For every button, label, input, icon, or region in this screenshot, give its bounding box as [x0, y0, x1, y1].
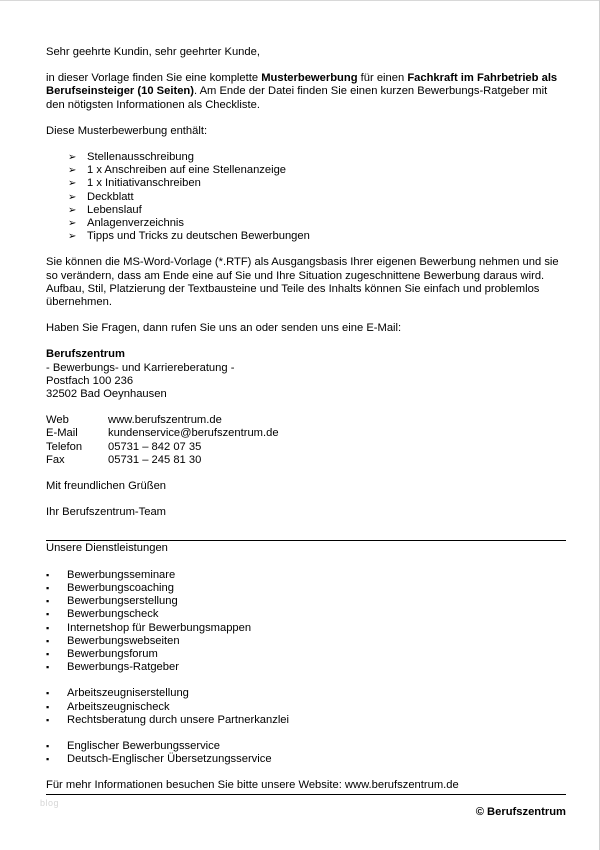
- arrow-bullet-icon: ➢: [68, 178, 77, 190]
- square-bullet-icon: ▪: [46, 740, 50, 751]
- square-bullet-icon: ▪: [46, 596, 50, 607]
- intro-bold-1: Musterbewerbung: [261, 72, 358, 85]
- services-list-english: [46, 740, 566, 766]
- square-bullet-icon: ▪: [46, 582, 50, 593]
- website-link[interactable]: www.berufszentrum.de: [108, 414, 222, 427]
- copyright: © Berufszentrum: [475, 805, 566, 818]
- list-item-label: 1 x Initiativanschreiben: [87, 177, 201, 190]
- services-list-certificates: [46, 687, 566, 727]
- contact-label: Fax: [46, 453, 65, 466]
- list-item: [46, 687, 566, 700]
- intro-text-1: in dieser Vorlage finden Sie eine komplette: [46, 72, 262, 85]
- contact-row-web: [46, 414, 566, 427]
- square-bullet-icon: ▪: [46, 635, 50, 646]
- contact-label: Web: [46, 414, 69, 427]
- service-label: Arbeitszeugnischeck: [67, 700, 170, 713]
- service-label: Bewerbungscoaching: [67, 581, 174, 594]
- arrow-bullet-icon: ➢: [68, 231, 77, 243]
- more-info-line: Für mehr Informationen besuchen Sie bitte unsere Website: www.berufszentrum.de: [46, 779, 459, 792]
- company-name: Berufszentrum: [46, 348, 125, 361]
- list-item: [46, 661, 566, 674]
- greeting: Sehr geehrte Kundin, sehr geehrter Kunde,: [46, 46, 260, 58]
- intro-paragraph: [46, 72, 566, 112]
- service-label: Rechtsberatung durch unsere Partnerkanzlei: [67, 713, 290, 726]
- list-item: [46, 582, 566, 595]
- service-label: Bewerbungsseminare: [67, 568, 176, 581]
- email-link[interactable]: kundenservice@berufszentrum.de: [108, 427, 279, 440]
- list-item-label: 1 x Anschreiben auf eine Stellenanzeige: [87, 164, 287, 177]
- section-divider: [46, 540, 566, 541]
- list-item: [46, 635, 566, 648]
- square-bullet-icon: ▪: [46, 648, 50, 659]
- square-bullet-icon: ▪: [46, 622, 50, 633]
- list-item: [46, 701, 566, 714]
- list-item-label: Deckblatt: [87, 190, 134, 203]
- arrow-bullet-icon: ➢: [68, 165, 77, 177]
- company-tagline: - Bewerbungs- und Karriereberatung -: [46, 361, 235, 374]
- company-city: 32502 Bad Oeynhausen: [46, 388, 167, 401]
- list-item: [46, 714, 566, 727]
- intro-bold-2: Fachkraft im Fahrbetrieb als Berufseinsteiger (10 Seiten): [46, 72, 558, 98]
- contact-row-phone: [46, 441, 566, 454]
- list-item: [46, 740, 566, 753]
- contact-details: [46, 414, 566, 467]
- service-label: Bewerbungs-Ratgeber: [67, 661, 179, 674]
- service-label: Deutsch-Englischer Übersetzungsservice: [67, 753, 272, 766]
- service-label: Bewerbungswebseiten: [67, 634, 180, 647]
- list-item: [68, 230, 566, 243]
- services-list-main: [46, 569, 566, 675]
- square-bullet-icon: ▪: [46, 609, 50, 620]
- contents-list: [46, 151, 566, 243]
- service-label: Arbeitszeugniserstellung: [67, 687, 189, 700]
- list-item: [46, 648, 566, 661]
- footer-divider: [46, 794, 566, 795]
- list-item: [46, 753, 566, 766]
- company-address: [46, 348, 566, 401]
- closing: Mit freundlichen Grüßen: [46, 480, 167, 493]
- list-item-label: Tipps und Tricks zu deutschen Bewerbungen: [87, 230, 310, 243]
- contact-row-email: [46, 427, 566, 440]
- contact-label: Telefon: [46, 440, 83, 453]
- list-item: [68, 151, 566, 164]
- list-item: [68, 217, 566, 230]
- list-item-label: Stellenausschreibung: [87, 151, 194, 164]
- fax-number: 05731 – 245 81 30: [108, 453, 202, 466]
- questions-line: Haben Sie Fragen, dann rufen Sie uns an oder senden uns eine E-Mail:: [46, 322, 402, 335]
- list-item-label: Lebenslauf: [87, 203, 142, 216]
- list-item: [46, 595, 566, 608]
- arrow-bullet-icon: ➢: [68, 204, 77, 216]
- list-item: [46, 569, 566, 582]
- list-item: [68, 191, 566, 204]
- usage-paragraph: Sie können die MS-Word-Vorlage (*.RTF) als Ausgangsbasis Ihrer eigenen Bewerbung nehmen und sie so verändern, dass am Ende eine auf Sie und Ihre Situation zugeschnittene Bewerbung daraus wird. Aufbau, Stil, Platzierung der Textbausteine und Teile des Inhalts können Sie einfach und problemlos übernehmen.: [46, 256, 559, 309]
- company-po-box: Postfach 100 236: [46, 374, 134, 387]
- square-bullet-icon: ▪: [46, 662, 50, 673]
- list-item: [46, 608, 566, 621]
- list-item: [68, 177, 566, 190]
- list-item: [68, 164, 566, 177]
- page-border-top: [0, 0, 600, 1]
- square-bullet-icon: ▪: [46, 688, 50, 699]
- square-bullet-icon: ▪: [46, 701, 50, 712]
- arrow-bullet-icon: ➢: [68, 218, 77, 230]
- letter-body: [46, 46, 566, 819]
- list-item: [68, 204, 566, 217]
- contents-heading: Diese Musterbewerbung enthält:: [46, 124, 208, 137]
- signature: Ihr Berufszentrum-Team: [46, 506, 166, 519]
- list-item: [46, 622, 566, 635]
- arrow-bullet-icon: ➢: [68, 191, 77, 203]
- intro-text-2: für einen: [357, 72, 408, 85]
- square-bullet-icon: ▪: [46, 714, 50, 725]
- watermark: blog: [40, 798, 60, 808]
- phone-number: 05731 – 842 07 35: [108, 440, 202, 453]
- square-bullet-icon: ▪: [46, 754, 50, 765]
- arrow-bullet-icon: ➢: [68, 152, 77, 164]
- service-label: Internetshop für Bewerbungsmappen: [67, 621, 252, 634]
- service-label: Bewerbungscheck: [67, 608, 159, 621]
- contact-label: E-Mail: [46, 427, 78, 440]
- intro-text-3: . Am Ende der Datei finden Sie einen kurzen Bewerbungs-Ratgeber mit den nötigsten Informationen als Checkliste.: [46, 85, 548, 111]
- service-label: Bewerbungserstellung: [67, 595, 178, 608]
- list-item-label: Anlagenverzeichnis: [87, 217, 185, 230]
- service-label: Englischer Bewerbungsservice: [67, 739, 220, 752]
- service-label: Bewerbungsforum: [67, 647, 158, 660]
- contact-row-fax: [46, 454, 566, 467]
- services-title: Unsere Dienstleistungen: [46, 542, 168, 555]
- square-bullet-icon: ▪: [46, 569, 50, 580]
